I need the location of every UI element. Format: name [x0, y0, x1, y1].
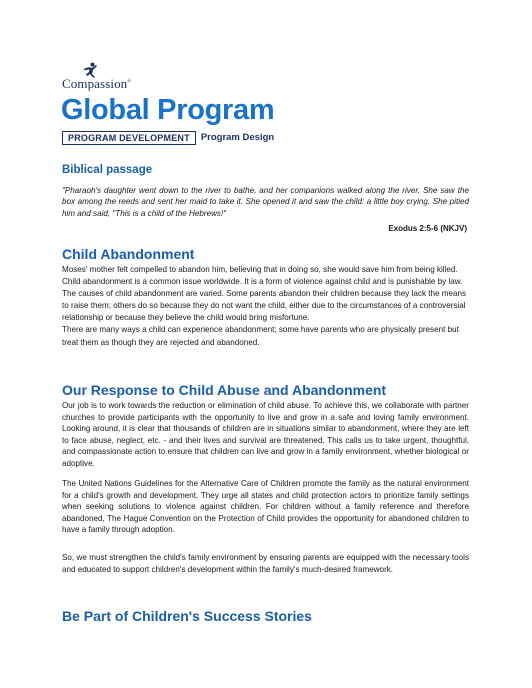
abandonment-paragraph: The causes of child abandonment are varied. Some parents abandon their children because they lack the means to raise them; others do so because they do not want the child, either due to the circumstances of a controversial relationship or because they believe the child would bring misfortune. [62, 289, 467, 323]
response-paragraph-2: The United Nations Guidelines for the Alternative Care of Children promote the family as the natural environment for a child's growth and development. They urge all states and child protection actors to prioritize family settings when seeking solutions to violence against children. For children without a family reference and therefore abandoned, The Hague Convention on the Protection of Child provides the opportunity for abandoned children to have a family through adoption. [62, 479, 469, 535]
biblical-quote: "Pharaoh's daughter went down to the river to bathe, and her companions walked along the river. She saw the box among the reeds and sent her maid to take it. She opened it and saw the child: a little boy crying. She pitied him and said, "This is a child of the Hebrews!" [62, 186, 469, 218]
section-heading-success: Be Part of Children's Success Stories [62, 608, 312, 624]
abandonment-paragraph: There are many ways a child can experience abandonment; some have parents who are physically present but treat them as though they are rejected and abandoned. [62, 325, 459, 347]
logo-wordmark: Compassion® [62, 76, 132, 91]
track-subtitle: Program Design [200, 132, 275, 143]
track-label: PROGRAM DEVELOPMENT [62, 131, 196, 145]
response-paragraph-1: Our job is to work towards the reduction or elimination of child abuse. To achieve this, we collaborate with partner churches to provide participants with the opportunity to live and grow in a safe and loving family environment. Looking around, it is clear that thousands of children are in situations similar to abandonment, where they are left to face abuse, neglect, etc. - and their lives and survival are threatened. This calls us to take urgent, thoughtful, and compassionate action to ensure that children can live and grow in a family environment, whether biological or adoptive. [62, 401, 469, 468]
section-heading-abandonment: Child Abandonment [62, 246, 195, 262]
program-track [62, 130, 274, 145]
section-heading-response: Our Response to Child Abuse and Abandonment [62, 382, 387, 398]
abandonment-paragraph: Moses' mother felt compelled to abandon him, believing that in doing so, she would save him from being killed. Child abandonment is a common issue worldwide. It is a form of violence against child and is punishable by law. [62, 265, 463, 287]
response-paragraph-3: So, we must strengthen the child's family environment by ensuring parents are equipped with the necessary tools and educated to support children's development within the family's much-desired framework. [62, 553, 469, 574]
biblical-reference: Exodus 2:5-6 (NKJV) [388, 224, 467, 233]
abandonment-body [62, 264, 469, 349]
biblical-heading: Biblical passage [62, 164, 153, 176]
page-title: Global Program [61, 94, 275, 126]
